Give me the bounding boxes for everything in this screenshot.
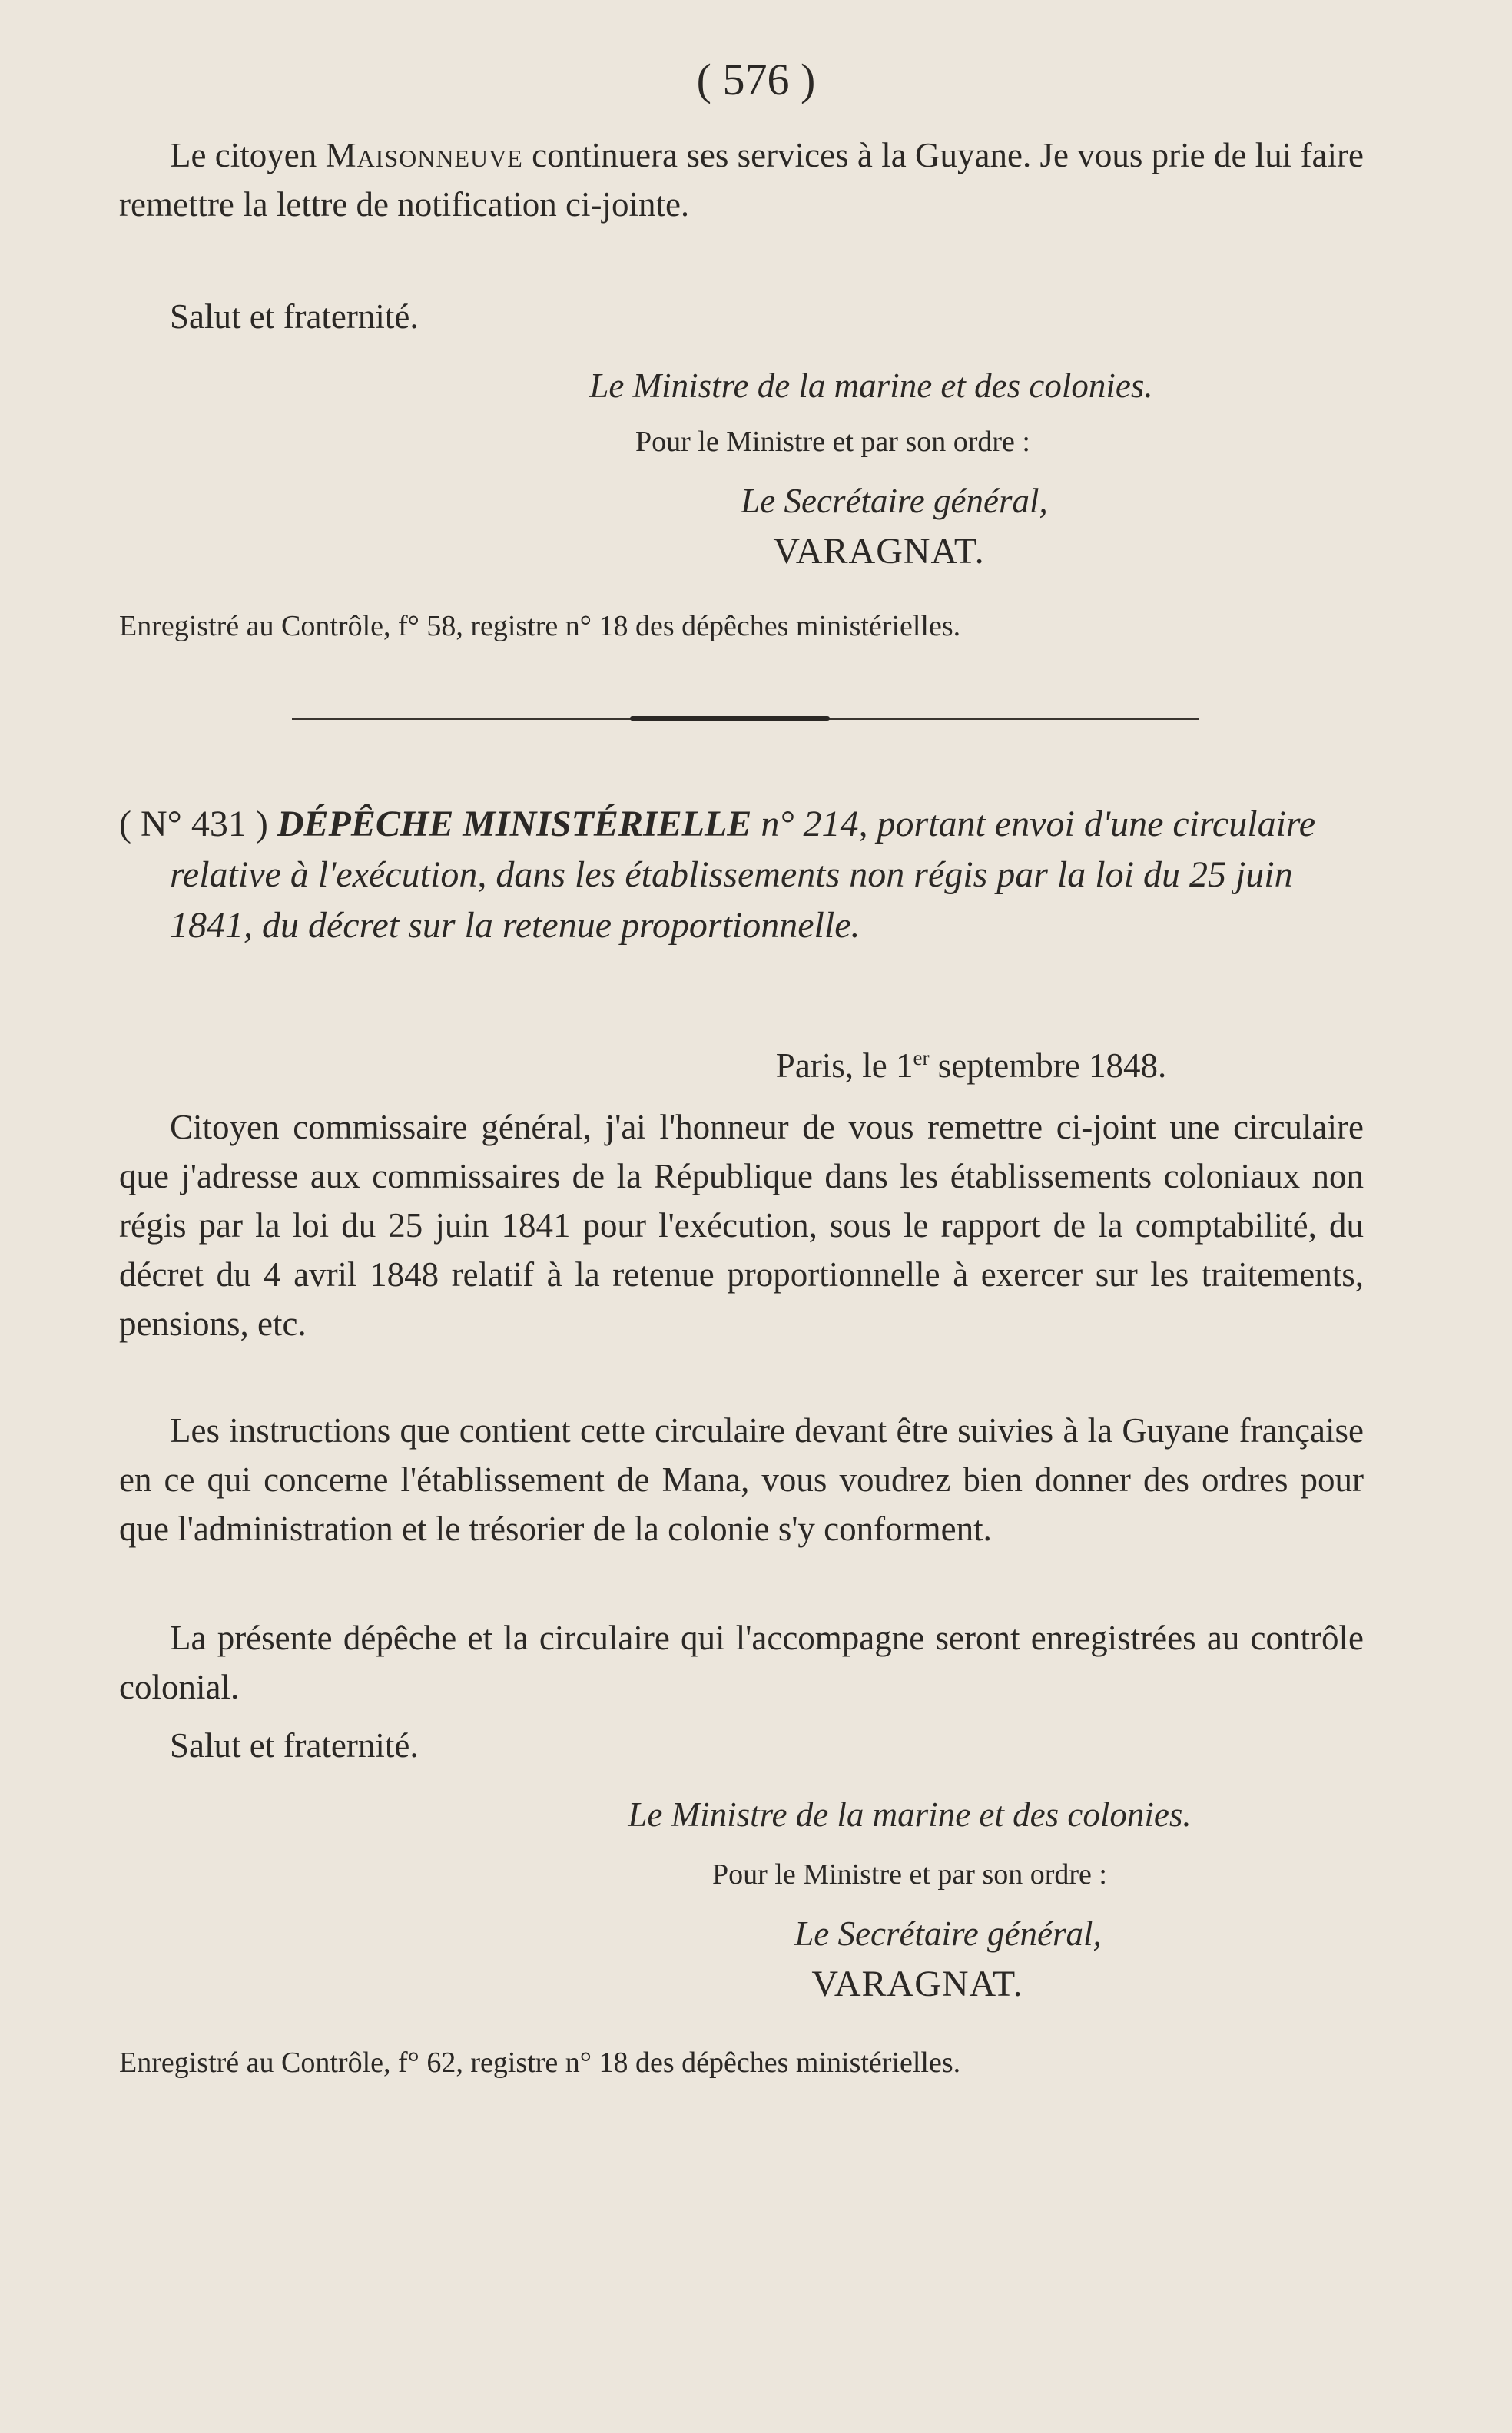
dispatch-signature: VARAGNAT. bbox=[811, 1964, 1023, 2004]
dispatch-secretary-line: Le Secrétaire général, bbox=[794, 1914, 1102, 1953]
signature: VARAGNAT. bbox=[773, 531, 985, 572]
dispatch-paragraph-1: Citoyen commissaire général, j'ai l'honneur de vous remettre ci-joint une circulaire que j'adresse aux commissaires de la République dans les établissements coloniaux non régis par la loi du 25 juin 1841 pour l'exécution, sous le rapport de la comptabilité, du décret du 4 avril 1848 relatif à la retenue proportionnelle à exercer sur les traitements, pensions, etc. bbox=[119, 1108, 1364, 1343]
dispatch-heading bbox=[119, 799, 1364, 951]
person-name: Maisonneuve bbox=[325, 136, 523, 174]
dispatch-registration-note: Enregistré au Contrôle, f° 62, registre n° 18 des dépêches ministérielles. bbox=[119, 2047, 961, 2079]
dispatch-minister-line: Le Ministre de la marine et des colonies. bbox=[628, 1795, 1192, 1834]
dispatch-title: DÉPÊCHE MINISTÉRIELLE bbox=[277, 804, 752, 844]
dispatch-salutation: Salut et fraternité. bbox=[170, 1726, 419, 1765]
dispatch-number: ( N° 431 ) bbox=[119, 804, 268, 844]
closing-salutation: Salut et fraternité. bbox=[170, 297, 419, 336]
secretary-line: Le Secrétaire général, bbox=[741, 482, 1048, 520]
dispatch-title-description: , portant envoi d'une circulaire relative à l'exécution, dans les établissements non régis par la loi du 25 juin 1841, du décret sur la retenue proportionnelle. bbox=[170, 804, 1316, 946]
dispatch-paragraph-2: Les instructions que contient cette circulaire devant être suivies à la Guyane française en ce qui concerne l'établissement de Mana, vous voudrez bien donner des ordres pour que l'administration et le trésorier de la colonie s'y conforment. bbox=[119, 1411, 1364, 1548]
continuation-paragraph: Le citoyen Maisonneuve continuera ses services à la Guyane. Je vous prie de lui faire remettre la lettre de notification ci-jointe. bbox=[119, 136, 1364, 224]
dispatch-order-line: Pour le Ministre et par son ordre : bbox=[712, 1858, 1107, 1891]
minister-line: Le Ministre de la marine et des colonies. bbox=[589, 366, 1153, 405]
section-divider-ornament bbox=[630, 716, 830, 721]
dispatch-date: Paris, le 1er septembre 1848. bbox=[775, 1046, 1167, 1085]
page-number: ( 576 ) bbox=[696, 55, 816, 104]
dispatch-paragraph-3: La présente dépêche et la circulaire qui l'accompagne seront enregistrées au contrôle colonial. bbox=[119, 1619, 1364, 1706]
dispatch-title-number: n° 214 bbox=[761, 804, 859, 844]
registration-note: Enregistré au Contrôle, f° 58, registre n° 18 des dépêches ministérielles. bbox=[119, 610, 961, 642]
order-line: Pour le Ministre et par son ordre : bbox=[635, 426, 1030, 458]
